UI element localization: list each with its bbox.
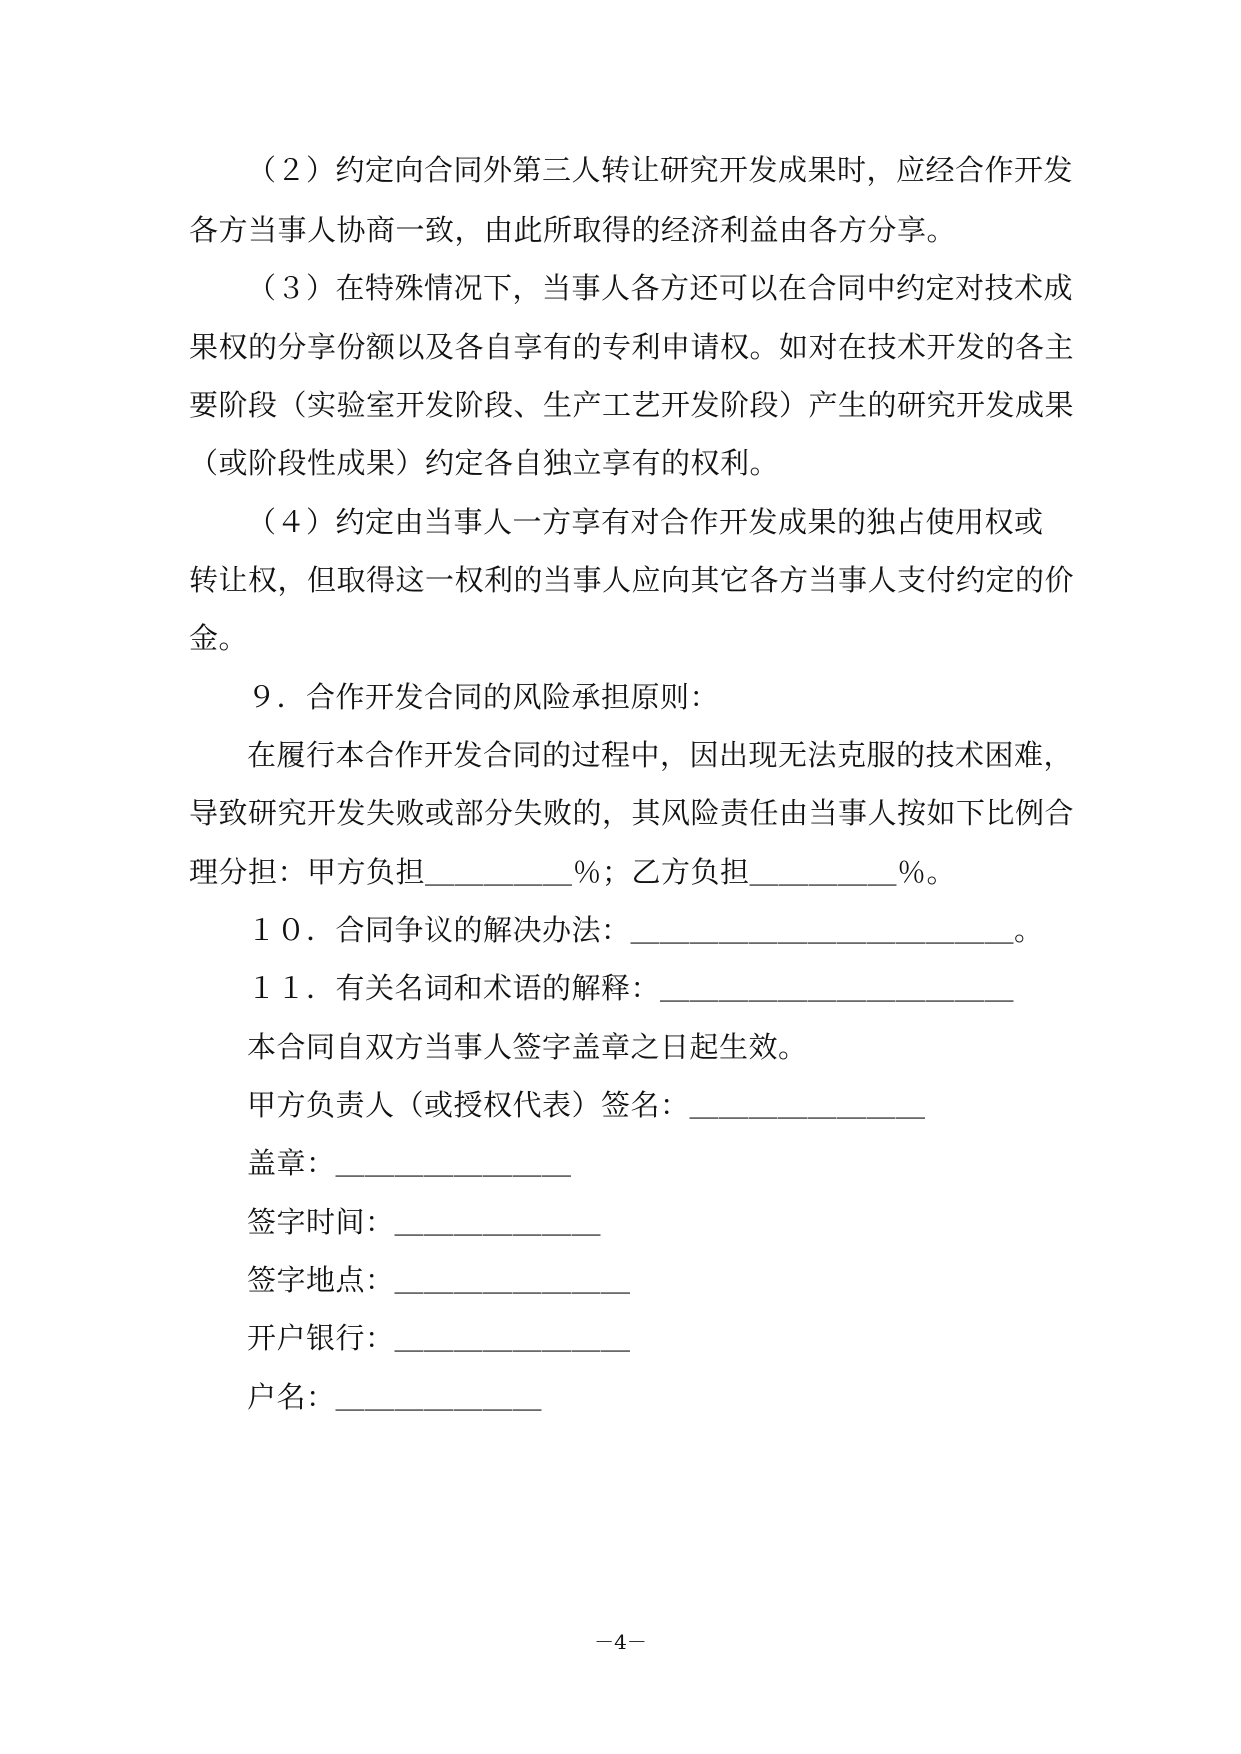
paragraph-line: 果权的分享份额以及各自享有的专利申请权。如对在技术开发的各主 [189, 330, 1075, 364]
signature-field: 甲方负责人（或授权代表）签名：＿＿＿＿＿＿＿＿ [247, 1088, 926, 1122]
seal-field: 盖章：＿＿＿＿＿＿＿＿ [247, 1146, 572, 1180]
sign-place-field: 签字地点：＿＿＿＿＿＿＿＿ [247, 1263, 631, 1297]
page-number: －4－ [594, 1630, 647, 1654]
paragraph-line: 转让权，但取得这一权利的当事人应向其它各方当事人支付约定的价 [189, 563, 1075, 597]
paragraph-line: 金。 [189, 621, 249, 655]
bank-field: 开户银行：＿＿＿＿＿＿＿＿ [247, 1321, 631, 1355]
paragraph-line: 要阶段（实验室开发阶段、生产工艺开发阶段）产生的研究开发成果 [189, 388, 1075, 422]
paragraph-line: （２）约定向合同外第三人转让研究开发成果时，应经合作开发 [247, 153, 1074, 187]
paragraph-line: （４）约定由当事人一方享有对合作开发成果的独占使用权或 [247, 505, 1044, 539]
dispute-resolution-line: １０．合同争议的解决办法：＿＿＿＿＿＿＿＿＿＿＿＿＿。 [247, 913, 1044, 947]
paragraph-line: （３）在特殊情况下，当事人各方还可以在合同中约定对技术成 [247, 271, 1074, 305]
effective-clause: 本合同自双方当事人签字盖章之日起生效。 [247, 1030, 808, 1064]
risk-share-line: 理分担：甲方负担＿＿＿＿＿％；乙方负担＿＿＿＿＿％。 [189, 855, 957, 889]
paragraph-line: 导致研究开发失败或部分失败的，其风险责任由当事人按如下比例合 [189, 796, 1075, 830]
paragraph-line: 在履行本合作开发合同的过程中，因出现无法克服的技术困难， [247, 738, 1074, 772]
sign-date-field: 签字时间：＿＿＿＿＿＿＿ [247, 1205, 602, 1239]
paragraph-line: （或阶段性成果）约定各自独立享有的权利。 [189, 446, 780, 480]
account-name-field: 户名：＿＿＿＿＿＿＿ [247, 1380, 543, 1414]
section-heading: ９．合作开发合同的风险承担原则： [247, 680, 720, 714]
terms-definition-line: １１．有关名词和术语的解释：＿＿＿＿＿＿＿＿＿＿＿＿ [247, 971, 1015, 1005]
paragraph-line: 各方当事人协商一致，由此所取得的经济利益由各方分享。 [189, 213, 957, 247]
